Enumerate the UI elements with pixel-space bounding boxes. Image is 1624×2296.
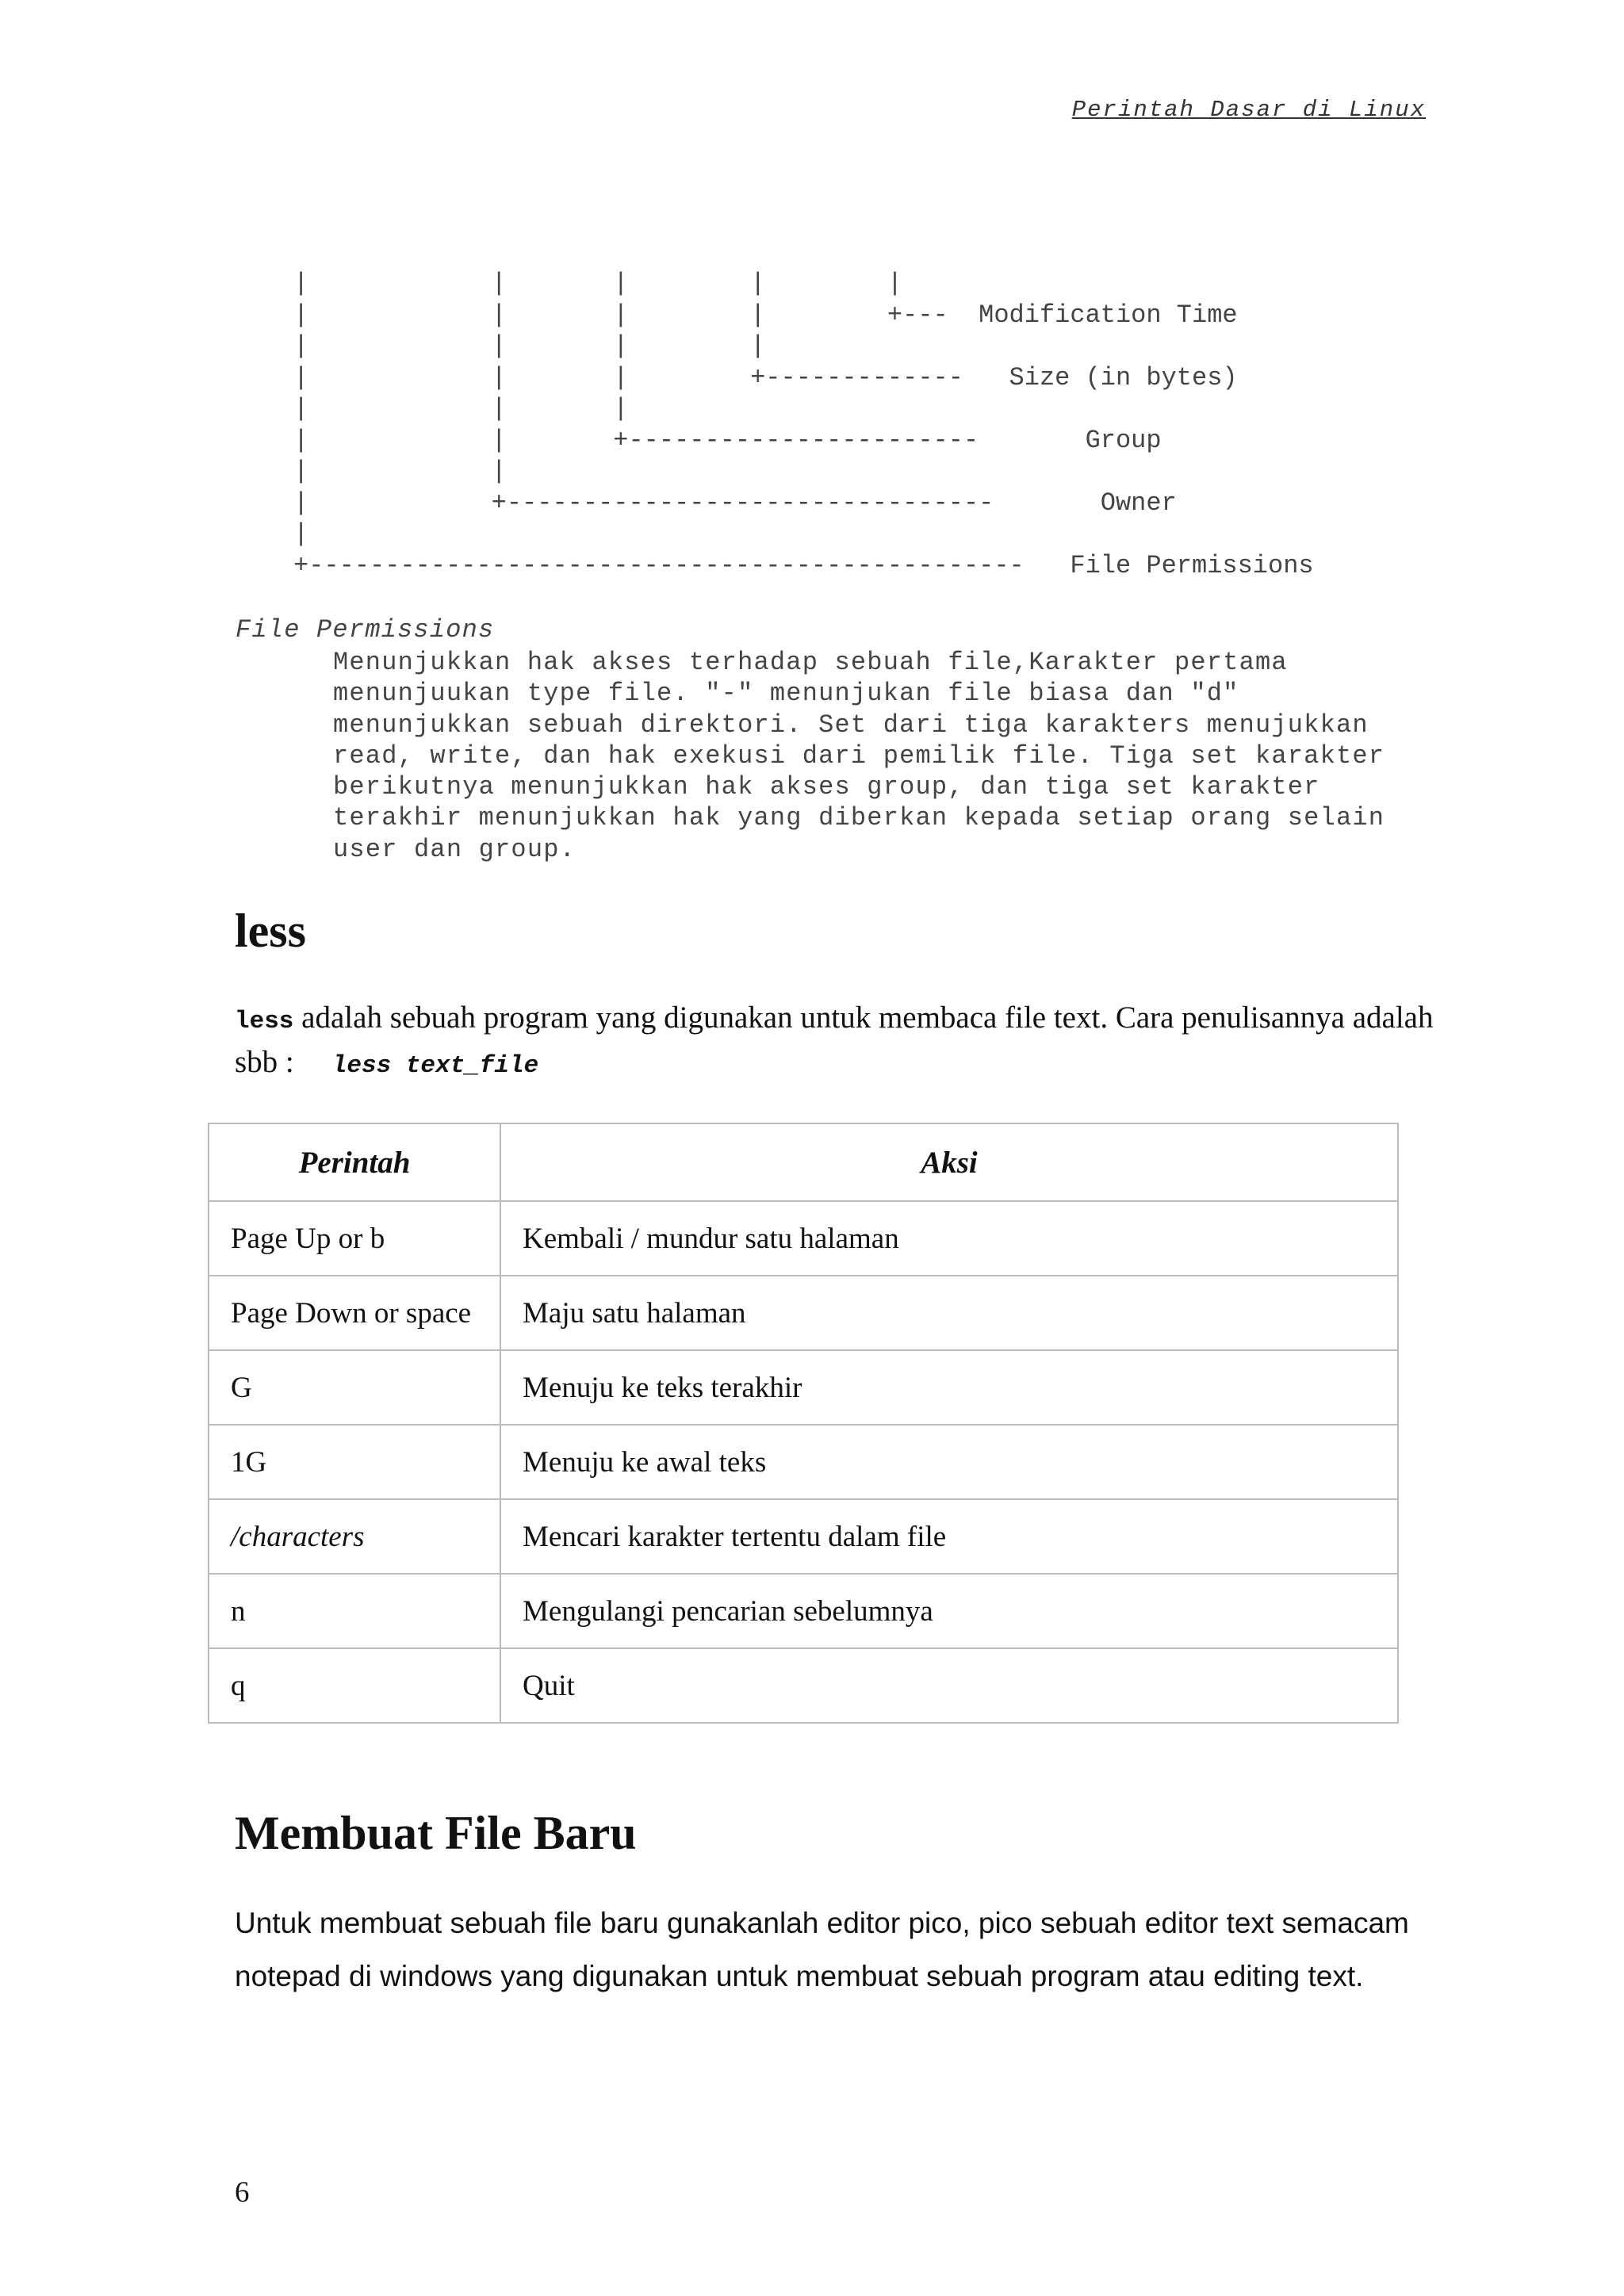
command-cell: Page Down or space xyxy=(209,1276,500,1350)
table-row xyxy=(209,1574,1398,1648)
ls-output-diagram: | | | | | | | | | +--- Modification Time | | | | | | | +------------- Size (in bytes) | | | | | +----------------------- Group | | | +-------------------------------- Owner | +----------------------------------------------- File Permissions xyxy=(293,269,1314,580)
less-intro-text: adalah sebuah program yang digunakan untuk membaca file text. Cara penulisannya adalah sbb : xyxy=(235,1001,1434,1079)
table-row xyxy=(209,1425,1398,1499)
column-header-perintah: Perintah xyxy=(209,1123,500,1201)
table-row xyxy=(209,1648,1398,1723)
command-cell: G xyxy=(209,1350,500,1425)
column-header-aksi: Aksi xyxy=(500,1123,1398,1201)
command-cell: 1G xyxy=(209,1425,500,1499)
table-row xyxy=(209,1499,1398,1574)
table-row xyxy=(209,1276,1398,1350)
command-cell: /characters xyxy=(209,1499,500,1574)
action-cell: Menuju ke teks terakhir xyxy=(500,1350,1398,1425)
command-cell: Page Up or b xyxy=(209,1201,500,1276)
file-permissions-description: Menunjukkan hak akses terhadap sebuah file,Karakter pertama menunjuukan type file. "-" menunjukan file biasa dan "d" menunjukkan sebuah direktori. Set dari tiga karakters menujukkan read, write, dan hak exekusi dari pemilik file. Tiga set karakter berikutnya menunjukkan hak akses group, dan tiga set karakter terakhir menunjukkan hak yang diberkan kepada setiap orang selain user dan group. xyxy=(333,648,1385,864)
table-row xyxy=(209,1350,1398,1425)
command-cell: q xyxy=(209,1648,500,1723)
action-cell: Mencari karakter tertentu dalam file xyxy=(500,1499,1398,1574)
less-intro-paragraph xyxy=(235,997,1440,1086)
less-command-code: less xyxy=(235,1008,294,1035)
action-cell: Mengulangi pencarian sebelumnya xyxy=(500,1574,1398,1648)
command-cell: n xyxy=(209,1574,500,1648)
less-heading: less xyxy=(235,905,306,957)
table-row xyxy=(209,1201,1398,1276)
action-cell: Maju satu halaman xyxy=(500,1276,1398,1350)
new-file-heading: Membuat File Baru xyxy=(235,1807,637,1859)
page-number: 6 xyxy=(235,2176,250,2209)
less-commands-table xyxy=(208,1123,1399,1724)
action-cell: Quit xyxy=(500,1648,1398,1723)
running-header: Perintah Dasar di Linux xyxy=(1071,97,1426,123)
table-header-row xyxy=(209,1123,1398,1201)
action-cell: Kembali / mundur satu halaman xyxy=(500,1201,1398,1276)
action-cell: Menuju ke awal teks xyxy=(500,1425,1398,1499)
less-syntax-code: less text_file xyxy=(331,1052,539,1080)
file-permissions-term: File Permissions xyxy=(236,615,495,645)
new-file-paragraph: Untuk membuat sebuah file baru gunakanlah editor pico, pico sebuah editor text semacam notepad di windows yang digunakan untuk membuat sebuah program atau editing text. xyxy=(235,1907,1409,1992)
